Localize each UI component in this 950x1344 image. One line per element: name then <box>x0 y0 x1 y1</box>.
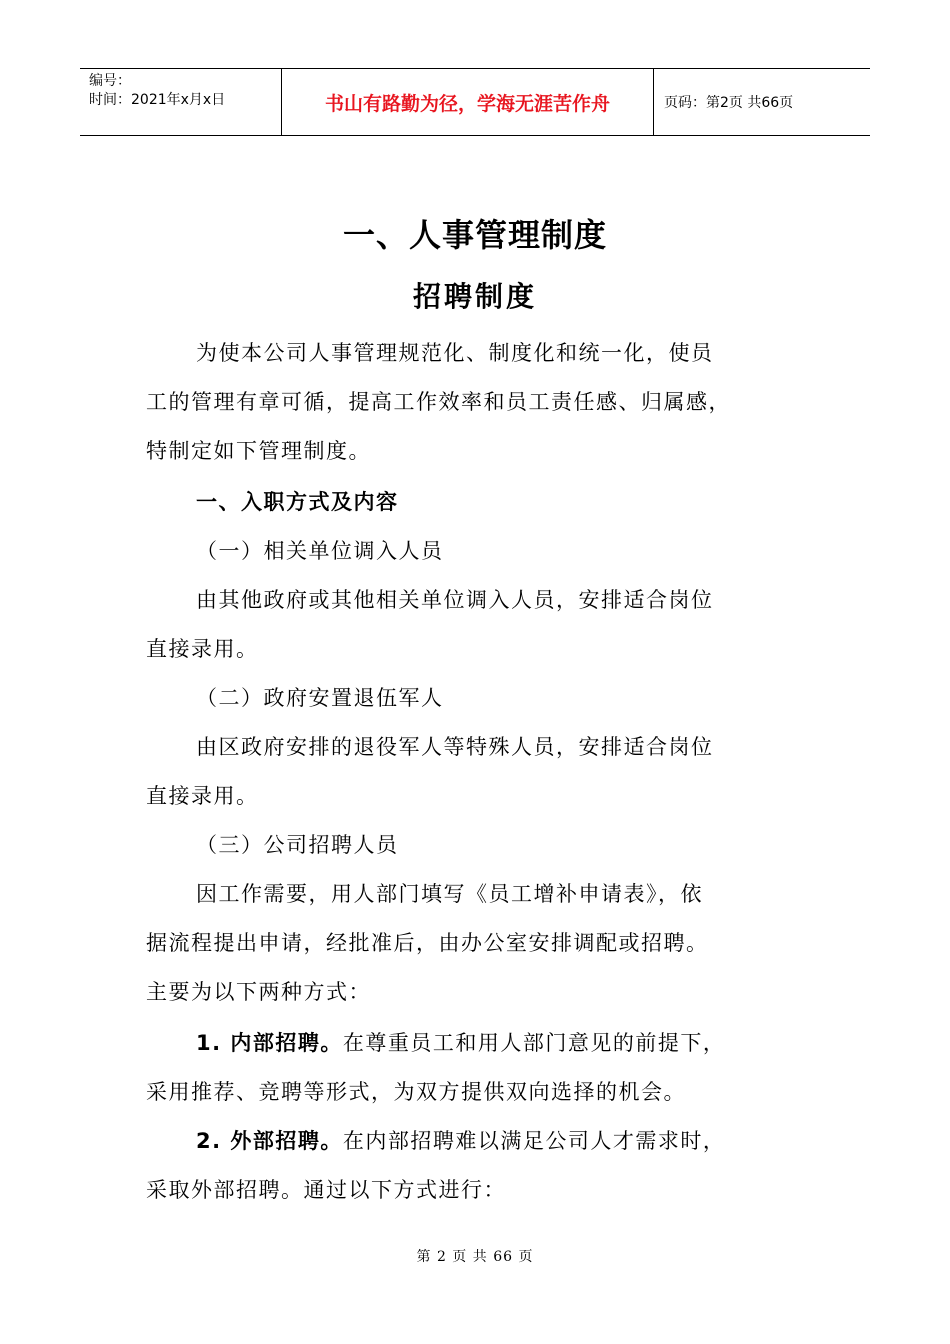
paragraph-line: 由区政府安排的退役军人等特殊人员，安排适合岗位 <box>196 735 714 759</box>
bold-lead: 1. 内部招聘。 <box>196 1031 343 1055</box>
page-footer: 第 2 页 共 66 页 <box>416 1249 534 1265</box>
line-text: 在尊重员工和用人部门意见的前提下， <box>342 1031 726 1055</box>
header-meta <box>80 69 282 135</box>
paragraph-line: 直接录用。 <box>146 637 259 661</box>
paragraph-line: 采取外部招聘。通过以下方式进行： <box>146 1178 506 1202</box>
bold-lead: 2. 外部招聘。 <box>196 1129 343 1153</box>
paragraph-line: 由其他政府或其他相关单位调入人员，安排适合岗位 <box>196 588 714 612</box>
paragraph-line: 主要为以下两种方式： <box>146 980 371 1004</box>
paragraph-line: 为使本公司人事管理规范化、制度化和统一化，使员 <box>196 341 714 365</box>
paragraph-line: 特制定如下管理制度。 <box>146 439 371 463</box>
paragraph-line: 直接录用。 <box>146 784 259 808</box>
section-title: 招聘制度 <box>412 280 537 313</box>
time-label: 时间：2021年x月x日 <box>89 92 226 108</box>
page-header <box>80 68 870 136</box>
document-title: 一、人事管理制度 <box>342 216 607 254</box>
paragraph-line: 据流程提出申请，经批准后，由办公室安排调配或招聘。 <box>146 931 709 955</box>
subsection-heading: （三）公司招聘人员 <box>196 833 399 857</box>
paragraph-line: 工的管理有章可循，提高工作效率和员工责任感、归属感， <box>146 390 731 414</box>
paragraph-line <box>196 1027 725 1057</box>
paragraph-line: 因工作需要，用人部门填写《员工增补申请表》，依 <box>196 882 703 906</box>
header-page-info: 页码：第2页 共66页 <box>664 95 794 111</box>
subsection-heading: （一）相关单位调入人员 <box>196 539 444 563</box>
paragraph-line <box>196 1125 725 1155</box>
line-text: 在内部招聘难以满足公司人才需求时， <box>342 1129 726 1153</box>
number-label: 编号： <box>89 73 131 89</box>
section-heading: 一、入职方式及内容 <box>196 490 399 514</box>
header-motto: 书山有路勤为径，学海无涯苦作舟 <box>282 69 654 135</box>
subsection-heading: （二）政府安置退伍军人 <box>196 686 444 710</box>
paragraph-line: 采用推荐、竞聘等形式，为双方提供双向选择的机会。 <box>146 1080 686 1104</box>
